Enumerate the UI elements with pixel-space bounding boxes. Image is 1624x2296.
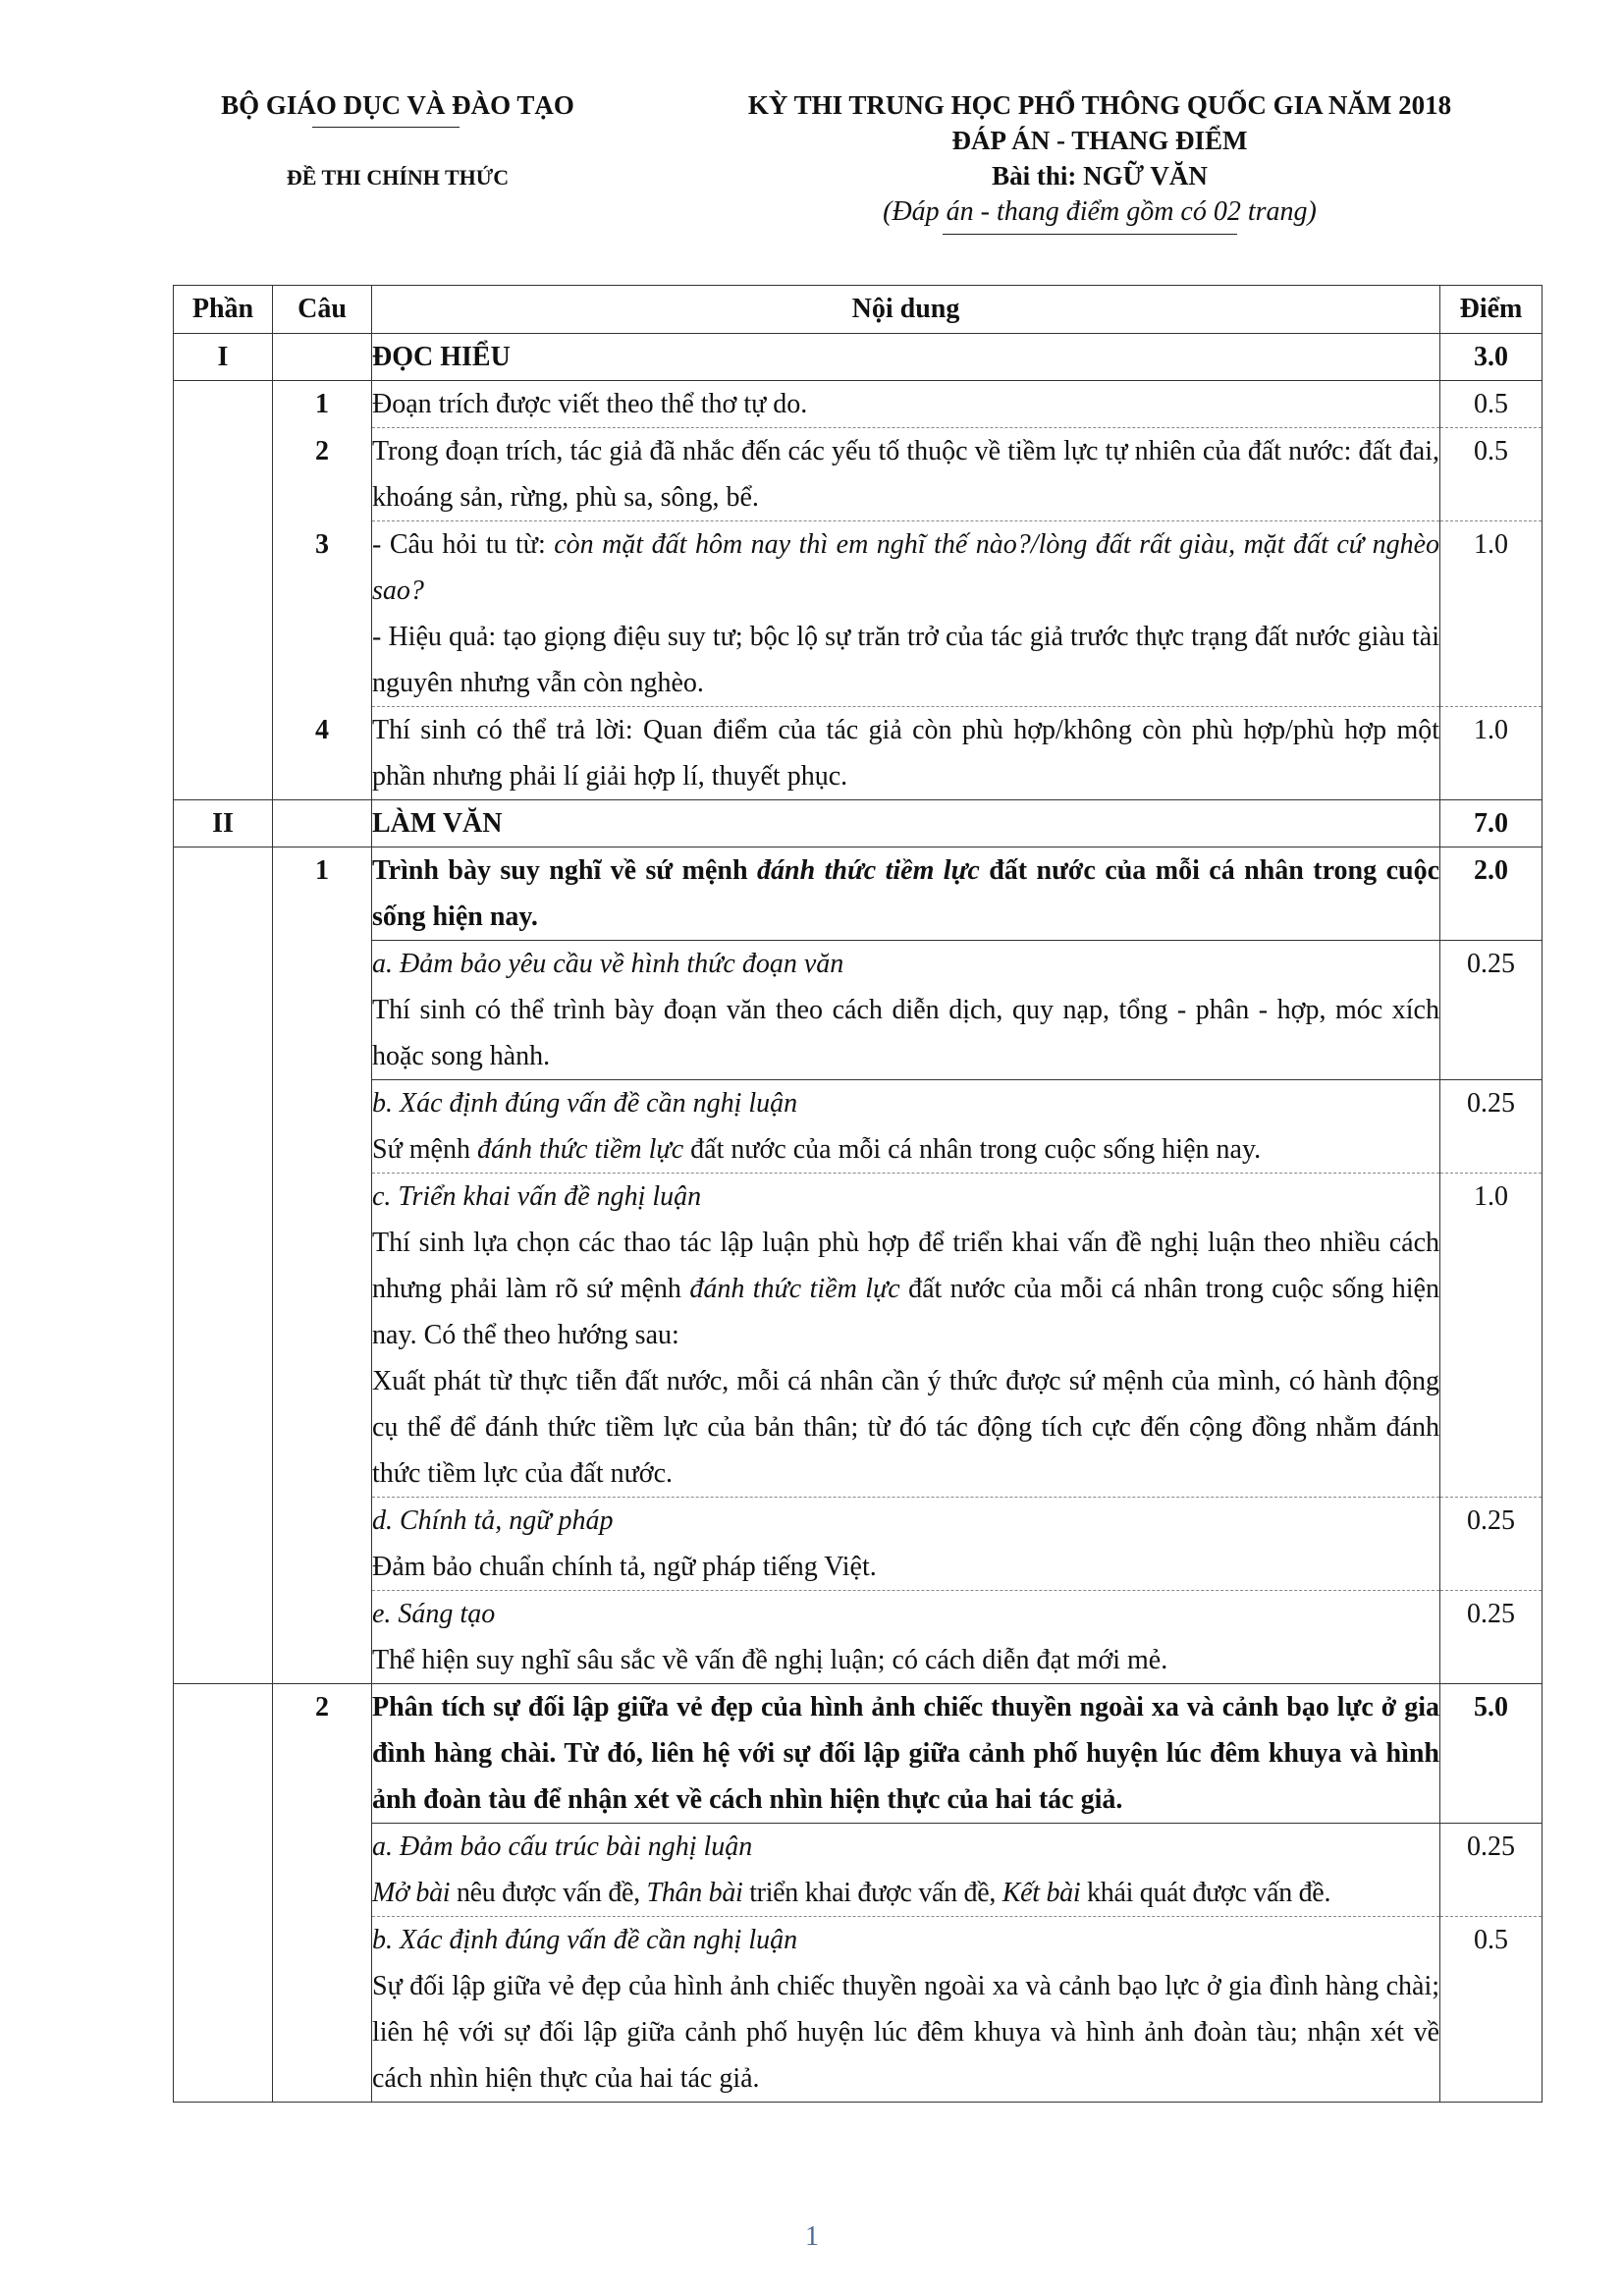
score-value: 0.5: [1440, 1917, 1543, 2103]
header-content: Nội dung: [372, 286, 1440, 334]
table-row: [174, 1080, 1543, 1174]
effect-text: - Hiệu quả: tạo giọng điệu suy tư; bộc lộ sự trăn trở của tác giả trước thực trạng đất nước giàu tài nguyên nhưng vẫn còn nghèo.: [372, 622, 1439, 698]
score-value: 5.0: [1440, 1684, 1543, 1824]
question-number: 2: [273, 1684, 372, 1824]
section-row-2: [174, 800, 1543, 847]
score-value: 0.25: [1440, 1080, 1543, 1174]
question-number: 4: [273, 707, 372, 800]
table-row: [174, 847, 1543, 941]
table-row: [174, 941, 1543, 1080]
ministry-name: BỘ GIÁO DỤC VÀ ĐÀO TẠO: [221, 90, 574, 120]
essay-title: Trình bày suy nghĩ về sứ mệnh đánh thức tiềm lực đất nước của mỗi cá nhân trong cuộc sống hiện nay.: [372, 855, 1439, 932]
official-label: ĐỀ THI CHÍNH THỨC: [286, 165, 510, 190]
rhetoric-label: - Câu hỏi tu từ:: [372, 529, 555, 560]
section-title: LÀM VĂN: [372, 800, 1440, 847]
section-part: I: [174, 334, 273, 381]
table-row: [174, 1824, 1543, 1917]
criterion-text: Xuất phát từ thực tiễn đất nước, mỗi cá nhân cần ý thức được sứ mệnh của mình, có hành động cụ thể để đánh thức tiềm lực của bản thân; từ đó tác động tích cực đến cộng đồng nhằm đánh thức tiềm lực của đất nước.: [372, 1366, 1439, 1489]
criterion: [372, 1591, 1440, 1684]
table-row: [174, 707, 1543, 800]
answer-text: Trong đoạn trích, tác giả đã nhắc đến các yếu tố thuộc về tiềm lực tự nhiên của đất nước: đất đai, khoáng sản, rừng, phù sa, sông, bể.: [372, 428, 1440, 521]
score-value: 1.0: [1440, 1174, 1543, 1498]
question-number: 3: [273, 521, 372, 707]
doc-title: ĐÁP ÁN - THANG ĐIỂM: [951, 126, 1248, 155]
question-number: 2: [273, 428, 372, 521]
score-value: 0.25: [1440, 941, 1543, 1080]
table-header-row: [174, 286, 1543, 334]
table-row: [174, 1917, 1543, 2103]
page-count-note: (Đáp án - thang điểm gồm có 02 trang): [883, 196, 1317, 227]
table-row: [174, 1591, 1543, 1684]
question-number: 1: [273, 847, 372, 941]
header-part: Phần: [174, 286, 273, 334]
criterion-heading: a. Đảm bảo yêu cầu về hình thức đoạn văn: [372, 949, 844, 979]
score-value: 1.0: [1440, 521, 1543, 707]
answer-text: Thí sinh có thể trả lời: Quan điểm của tác giả còn phù hợp/không còn phù hợp/phù hợp một phần nhưng phải lí giải hợp lí, thuyết phục.: [372, 707, 1440, 800]
exam-title: KỲ THI TRUNG HỌC PHỔ THÔNG QUỐC GIA NĂM 2018: [747, 90, 1452, 120]
criterion-heading: e. Sáng tạo: [372, 1599, 496, 1629]
table-row: [174, 1684, 1543, 1824]
criterion-text: Sứ mệnh đánh thức tiềm lực đất nước của mỗi cá nhân trong cuộc sống hiện nay.: [372, 1134, 1262, 1165]
score-value: 0.5: [1440, 428, 1543, 521]
answer-table: [173, 285, 1543, 2103]
section-score: 3.0: [1440, 334, 1543, 381]
table-row: [174, 1174, 1543, 1498]
criterion-text: Đảm bảo chuẩn chính tả, ngữ pháp tiếng Việt.: [372, 1552, 877, 1582]
score-value: 1.0: [1440, 707, 1543, 800]
criterion-text: Mở bài nêu được vấn đề, Thân bài triển khai được vấn đề, Kết bài khái quát được vấn đề.: [372, 1878, 1331, 1908]
table-row: [174, 428, 1543, 521]
criterion-heading: a. Đảm bảo cấu trúc bài nghị luận: [372, 1831, 753, 1862]
criterion-heading: d. Chính tả, ngữ pháp: [372, 1505, 614, 1536]
essay-title: Phân tích sự đối lập giữa vẻ đẹp của hình ảnh chiếc thuyền ngoài xa và cảnh bạo lực ở gia đình hàng chài. Từ đó, liên hệ với sự đối lập giữa cảnh phố huyện lúc đêm khuya và hình ảnh đoàn tàu để nhận xét về cách nhìn hiện thực của hai tác giả.: [372, 1684, 1440, 1824]
criterion: [372, 1917, 1440, 2103]
answer-text: Đoạn trích được viết theo thể thơ tự do.: [372, 389, 808, 419]
section-row-1: [174, 334, 1543, 381]
criterion-text: Thể hiện suy nghĩ sâu sắc về vấn đề nghị luận; có cách diễn đạt mới mẻ.: [372, 1645, 1168, 1675]
criterion-heading: c. Triển khai vấn đề nghị luận: [372, 1181, 702, 1212]
header-score: Điểm: [1440, 286, 1543, 334]
page-number: 1: [805, 2221, 819, 2252]
note-underline: [943, 234, 1237, 235]
criterion: [372, 1174, 1440, 1498]
score-value: 2.0: [1440, 847, 1543, 941]
criterion-text: Sự đối lập giữa vẻ đẹp của hình ảnh chiếc thuyền ngoài xa và cảnh bạo lực ở gia đình hàng chài; liên hệ với sự đối lập giữa cảnh phố huyện lúc đêm khuya và hình ảnh đoàn tàu; nhận xét về cách nhìn hiện thực của hai tác giả.: [372, 1971, 1439, 2094]
subject-label: Bài thi: NGỮ VĂN: [992, 161, 1208, 191]
score-value: 0.5: [1440, 381, 1543, 428]
header-question: Câu: [273, 286, 372, 334]
section-score: 7.0: [1440, 800, 1543, 847]
table-row: [174, 521, 1543, 707]
table-row: [174, 1498, 1543, 1591]
score-value: 0.25: [1440, 1498, 1543, 1591]
criterion-heading: b. Xác định đúng vấn đề cần nghị luận: [372, 1925, 798, 1955]
criterion-heading: b. Xác định đúng vấn đề cần nghị luận: [372, 1088, 798, 1119]
criterion-text: Thí sinh lựa chọn các thao tác lập luận phù hợp để triển khai vấn đề nghị luận theo nhiều cách nhưng phải làm rõ sứ mệnh đánh thức tiềm lực đất nước của mỗi cá nhân trong cuộc sống hiện nay. Có thể theo hướng sau:: [372, 1228, 1439, 1350]
question-number: 1: [273, 381, 372, 428]
section-title: ĐỌC HIỂU: [372, 334, 1440, 381]
score-value: 0.25: [1440, 1824, 1543, 1917]
score-value: 0.25: [1440, 1591, 1543, 1684]
criterion: [372, 1498, 1440, 1591]
section-part: II: [174, 800, 273, 847]
criterion: [372, 1824, 1440, 1917]
criterion-text: Thí sinh có thể trình bày đoạn văn theo cách diễn dịch, quy nạp, tổng - phân - hợp, móc xích hoặc song hành.: [372, 995, 1439, 1071]
table-row: [174, 381, 1543, 428]
ministry-underline: [312, 127, 460, 128]
criterion: [372, 941, 1440, 1080]
answer-text: [372, 521, 1440, 707]
criterion: [372, 1080, 1440, 1174]
rhetoric-quote: còn mặt đất hôm nay thì em nghĩ thế nào?/lòng đất rất giàu, mặt đất cứ nghèo sao?: [372, 529, 1439, 606]
